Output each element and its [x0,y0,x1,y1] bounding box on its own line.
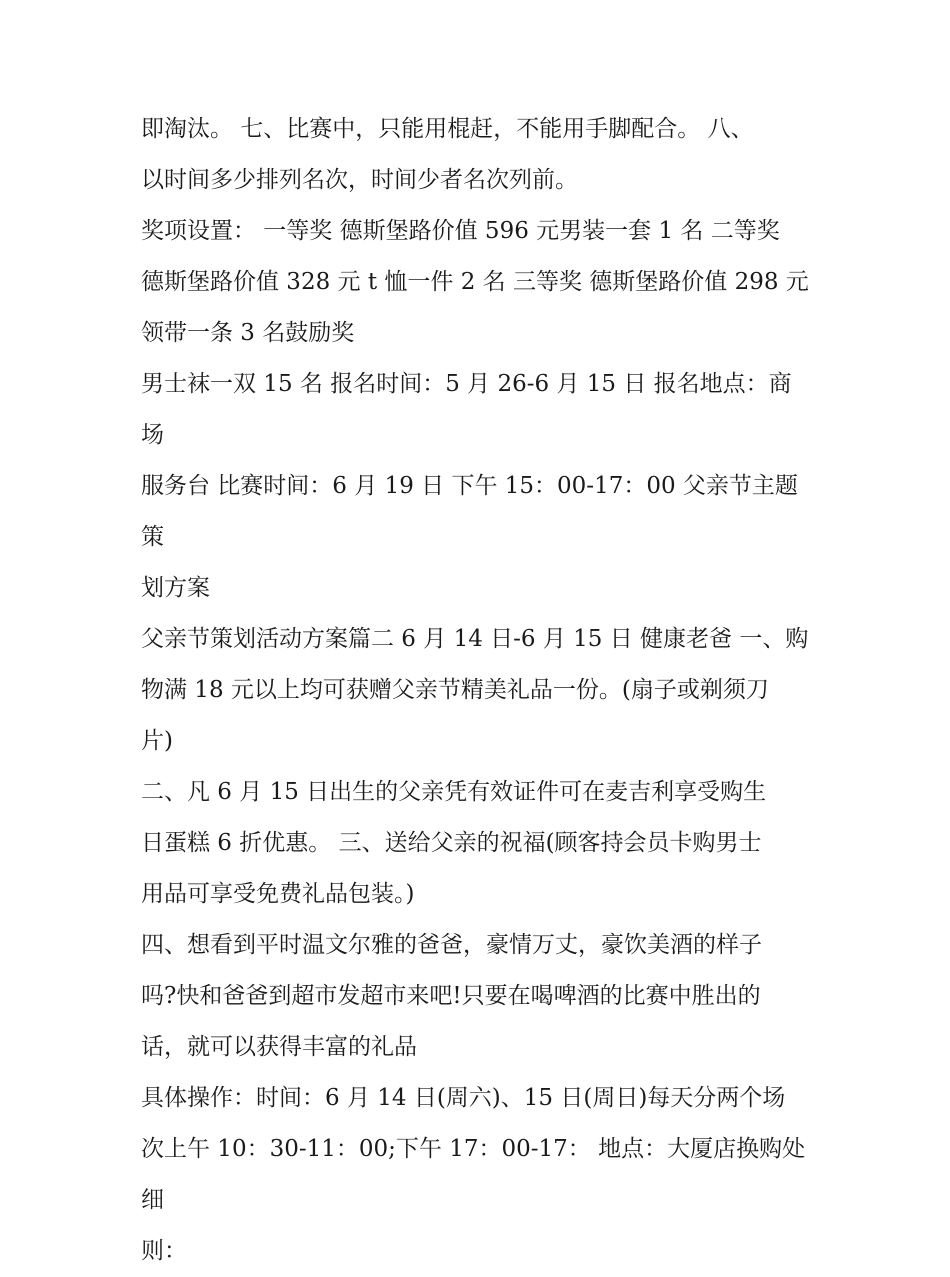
document-body [141,104,811,1277]
paragraph-elimination-rules: 即淘汰。 七、比赛中，只能用棍赶，不能用手脚配合。 八、 以时间多少排列名次，时间少者名次列前。 [141,116,754,193]
paragraph-plan-two-intro: 父亲节策划活动方案篇二 6 月 14 日-6 月 15 日 健康老爸 一、购 物满 18 元以上均可获赠父亲节精美礼品一份。(扇子或剃须刀 片) [141,626,809,754]
paragraph-registration-info: 男士袜一双 15 名 报名时间：5 月 26-6 月 15 日 报名地点：商场 服务台 比赛时间：6 月 19 日 下午 15：00-17：00 父亲节主题策 划方案 [141,371,798,601]
paragraph-beer-contest: 四、想看到平时温文尔雅的爸爸，豪情万丈，豪饮美酒的样子 吗?快和爸爸到超市发超市来吧!只要在喝啤酒的比赛中胜出的 话，就可以获得丰富的礼品 [141,932,762,1060]
paragraph-prize-settings: 奖项设置： 一等奖 德斯堡路价值 596 元男装一套 1 名 二等奖 德斯堡路价值 328 元 t 恤一件 2 名 三等奖 德斯堡路价值 298 元 领带一条 3 名鼓励奖 [141,218,809,346]
paragraph-operation-details: 具体操作：时间：6 月 14 日(周六)、15 日(周日)每天分两个场 次上午 10：30-11：00;下午 17：00-17： 地点：大厦店换购处细 则： [141,1085,806,1264]
paragraph-birthday-offer: 二、凡 6 月 15 日出生的父亲凭有效证件可在麦吉利享受购生 日蛋糕 6 折优惠。 三、送给父亲的祝福(顾客持会员卡购男士 用品可享受免费礼品包装。) [141,779,767,907]
